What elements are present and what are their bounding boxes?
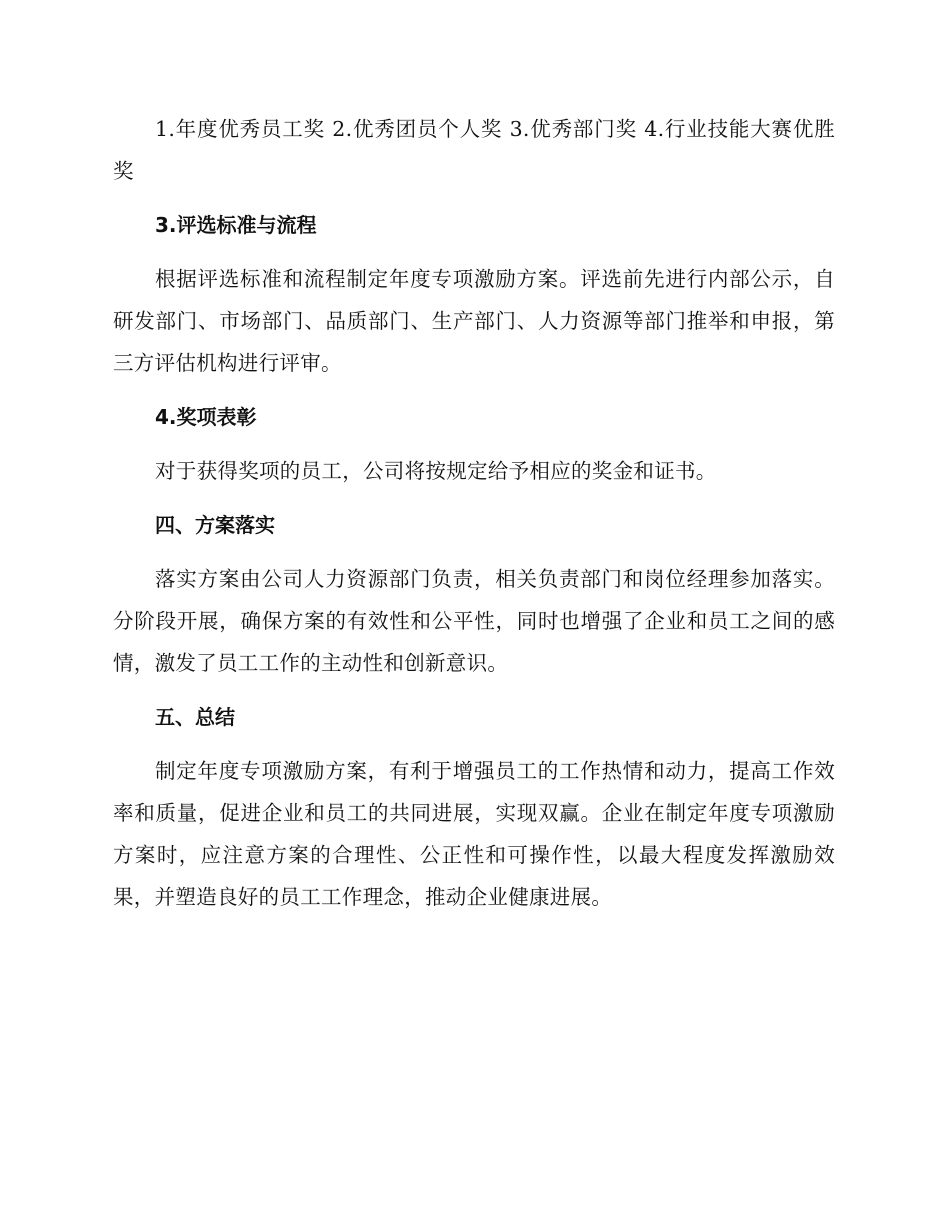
- part-5-body: 制定年度专项激励方案，有利于增强员工的工作热情和动力，提高工作效率和质量，促进企业和员工的共同进展，实现双赢。企业在制定年度专项激励方案时，应注意方案的合理性、公正性和可操作性，以最大程度发挥激励效果，并塑造良好的员工工作理念，推动企业健康进展。: [113, 759, 835, 909]
- section-4-body: 对于获得奖项的员工，公司将按规定给予相应的奖金和证书。: [155, 459, 717, 483]
- part-5-heading: 五、总结: [155, 705, 235, 729]
- section-3-heading: 3.评选标准与流程: [155, 213, 317, 237]
- part-4-body: 落实方案由公司人力资源部门负责，相关负责部门和岗位经理参加落实。分阶段开展，确保方案的有效性和公平性，同时也增强了企业和员工之间的感情，激发了员工工作的主动性和创新意识。: [113, 567, 835, 675]
- awards-list-paragraph: 1.年度优秀员工奖 2.优秀团员个人奖 3.优秀部门奖 4.行业技能大赛优胜奖: [113, 117, 835, 183]
- section-4-heading: 4.奖项表彰: [155, 405, 257, 429]
- document-page: [113, 108, 835, 918]
- part-4-heading: 四、方案落实: [155, 513, 275, 537]
- section-3-body: 根据评选标准和流程制定年度专项激励方案。评选前先进行内部公示，自研发部门、市场部门、品质部门、生产部门、人力资源等部门推举和申报，第三方评估机构进行评审。: [113, 267, 835, 375]
